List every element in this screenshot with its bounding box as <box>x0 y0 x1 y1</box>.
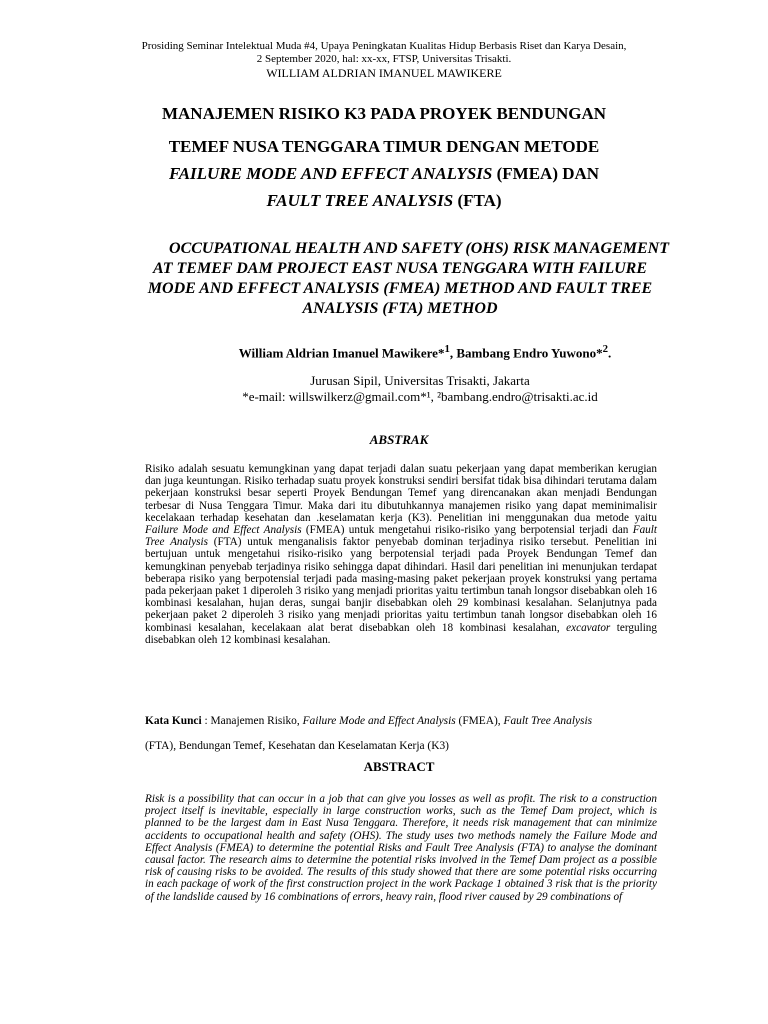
title-fta-rest: (FTA) <box>453 191 502 210</box>
proceedings-header-line2: 2 September 2020, hal: xx-xx, FTSP, Universitas Trisakti. <box>256 53 512 65</box>
author-emails: *e-mail: willswilkerz@gmail.com*¹, ²bambang.endro@trisakti.ac.id <box>242 389 598 404</box>
running-author: WILLIAM ALDRIAN IMANUEL MAWIKERE <box>266 66 502 80</box>
author-2: Bambang Endro Yuwono* <box>456 345 603 361</box>
author-2-sup: 2 <box>602 343 608 355</box>
title-id-line4 <box>0 191 768 211</box>
abstrak-fmea-italic: Failure Mode and Effect Analysis <box>145 524 302 537</box>
author-separator: , <box>449 345 457 361</box>
abstrak-excavator-italic: excavator <box>566 621 611 634</box>
abstrak-part1: Risiko adalah sesuatu kemungkinan yang dapat terjadi dalan suatu pekerjaan yang dapat memberikan kerugian dan juga keuntungan. Risiko terhadap suatu proyek konstruksi sendiri bersifat tidak bisa dihindari terutama dalam pekerjaan konstruksi besar seperti Proyek Bendungan Temef yang direncanakan akan menjadi Bendungan terbesar di Nusa Tenggara Timur. Maka dari itu dibutuhkannya manajemen risiko yang dapat meminimalisir kecelakaan terhadap kesehatan dan .keselamatan kerja (K3). Penelitian ini menggunakan dua metode yaitu <box>145 463 657 524</box>
abstrak-part3: (FTA) untuk menganalisis faktor penyebab dominan terjadinya risiko tersebut. Penelitian ini bertujuan untuk mengetahui risiko-risiko yang berpotensial terjadi pada Proyek Bendungan Temef dan kemungkinan penyebab terjadinya risiko sehingga dapat dihindari. Hasil dari penelitian ini menunjukan terdapat beberapa risiko yang berpotensial terjadi pada masing-masing paket pekerjaan proyek konstruksi yang pertama pada pekerjaan paket 1 diperoleh 3 risiko yang menjadi prioritas yaitu tertimbun tanah longsor disebabkan oleh 16 kombinasi kesalahan, hujan deras, sungai banjir disebabkan oleh 29 kombinasi kesalahan. Selanjutnya pada pekerjaan paket 2 diperoleh 3 risiko yang menjadi prioritas yaitu tertimbun tanah longsor disebabkan oleh 16 kombinasi kesalahan, kecelakaan alat berat disebabkan oleh 18 kombinasi kesalahan, <box>145 536 657 634</box>
affiliation: Jurusan Sipil, Universitas Trisakti, Jakarta <box>310 373 530 388</box>
title-en-text: OCCUPATIONAL HEALTH AND SAFETY (OHS) RISK MANAGEMENT AT TEMEF DAM PROJECT EAST NUSA TENGGARA WITH FAILURE MODE AND EFFECT ANALYSIS (FMEA) METHOD AND FAULT TREE ANALYSIS (FTA) METHOD <box>147 240 669 317</box>
title-fmea-rest: (FMEA) DAN <box>492 164 600 183</box>
authors <box>0 341 768 361</box>
title-id-line1: MANAJEMEN RISIKO K3 PADA PROYEK BENDUNGAN <box>161 104 607 123</box>
title-id-line3 <box>0 164 768 184</box>
keywords-line2: (FTA), Bendungan Temef, Kesehatan dan Keselamatan Kerja (K3) <box>145 740 449 752</box>
author-1: William Aldrian Imanuel Mawikere* <box>238 345 445 361</box>
title-fta-italic: FAULT TREE ANALYSIS <box>266 191 454 210</box>
title-fmea-italic: FAILURE MODE AND EFFECT ANALYSIS <box>168 164 493 183</box>
proceedings-header-line1: Prosiding Seminar Intelektual Muda #4, Upaya Peningkatan Kualitas Hidup Berbasis Riset dan Karya Desain, <box>141 40 627 52</box>
abstrak-part2: (FMEA) untuk mengetahui risiko-risiko yang berpotensial terjadi dan <box>301 524 633 537</box>
abstrak-text <box>145 463 657 646</box>
title-en <box>130 239 670 319</box>
keywords-label: Kata Kunci <box>145 715 202 727</box>
author-1-sup: 1 <box>444 343 450 355</box>
keywords-mid: (FMEA), <box>455 715 504 727</box>
abstract-heading: ABSTRACT <box>363 759 435 774</box>
abstrak-heading: ABSTRAK <box>369 432 429 447</box>
authors-end: . <box>608 345 612 361</box>
keywords-fta-italic: Fault Tree Analysis <box>503 715 593 727</box>
keywords-line1 <box>145 715 705 728</box>
keywords-sep: : Manajemen Risiko, <box>201 715 303 727</box>
abstract-text: Risk is a possibility that can occur in a job that can give you losses as well as profit. The risk to a construction project itself is inevitable, especially in large construction works, such as the Temef Dam project, which is planned to be the largest dam in East Nusa Tenggara. Therefore, it needs risk management that can minimize accidents to occupational health and safety (OHS). The study uses two methods namely the Failure Mode and Effect Analysis (FMEA) to determine the potential Risks and Fault Tree Analysis (FTA) to analyse the dominant causal factor. The research aims to determine the potential risks involved in the Temef Dam project as a possible risk of causing risks to be avoided. The results of this study showed that there are some potential risks occurring in each package of work of the first construction project in the work Package 1 obtained 3 risk that is the priority of the landslide caused by 16 combinations of errors, heavy rain, flood river caused by 29 combinations of <box>145 793 657 903</box>
title-id-line2: TEMEF NUSA TENGGARA TIMUR DENGAN METODE <box>168 137 600 156</box>
abstrak-part4: terguling disebabkan oleh 12 kombinasi kesalahan. <box>145 621 657 646</box>
abstrak-fta-italic: Fault Tree Analysis <box>145 524 657 549</box>
keywords-fmea-italic: Failure Mode and Effect Analysis <box>302 715 456 727</box>
